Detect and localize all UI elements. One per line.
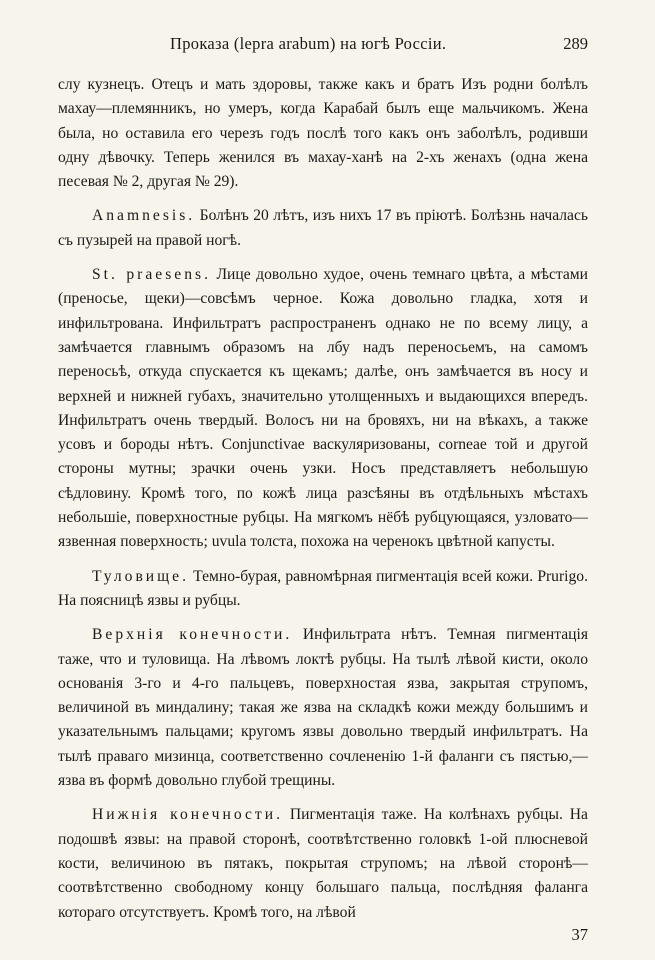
- paragraph-text: Темно-бурая, равномѣрная пигментація всей кожи. Prurigo. На поясницѣ язвы и рубцы.: [58, 567, 588, 609]
- paragraph-torso: [58, 565, 588, 614]
- body-text: [58, 73, 588, 935]
- section-lead-anamnesis: Anamnesis.: [92, 207, 196, 225]
- page-number: 289: [563, 34, 588, 53]
- section-lead-status-praesens: St. praesens.: [92, 266, 211, 284]
- paragraph-text: Пигментація таже. На колѣнахъ рубцы. На подошвѣ язвы: на правой сторонѣ, соотвѣтственно головкѣ 1-ой плюсневой кости, величиною въ пятакъ, покрытая струпомъ; на лѣвой сторонѣ—соотвѣтственно свободному концу большаго пальца, послѣдняя фаланга котораго отсутствуетъ. Кромѣ того, на лѣвой: [58, 806, 588, 921]
- running-header: [58, 34, 588, 58]
- paragraph-family-history: [58, 73, 588, 194]
- section-lead-upper-limbs: Верхнія конечности.: [92, 626, 293, 644]
- running-title: Проказа (lepra arabum) на югѣ Россіи.: [170, 34, 447, 53]
- paragraph-upper-limbs: [58, 623, 588, 793]
- section-lead-lower-limbs: Нижнія конечности.: [92, 806, 283, 824]
- paragraph-anamnesis: [58, 204, 588, 253]
- signature-mark: 37: [571, 925, 588, 944]
- section-lead-torso: Туловище.: [92, 567, 189, 585]
- paragraph-text: Лице довольно худое, очень темнаго цвѣта, а мѣстами (преносье, щеки)—совсѣмъ черное. Кожа довольно гладка, хотя и инфильтрована. Инфильтратъ распространенъ однако не по всему лицу, а замѣчается главнымъ образомъ на лбу надъ переносьемъ, на самомъ переносьѣ, откуда спускается къ щекамъ; далѣе, онъ замѣчается въ носу и верхней и нижней губахъ, значительно утолщенныхъ и выдающихся впередъ. Инфильтратъ очень твердый. Волосъ ни на бровяхъ, ни на вѣкахъ, а также усовъ и бороды нѣтъ. Conjunctivae васкуляризованы, corneae той и другой стороны мутны; зрачки очень узки. Носъ представляетъ небольшую сѣдловину. Кромѣ того, по кожѣ лица разсѣяны въ отдѣльныхъ мѣстахъ небольшіе, поверхностные рубцы. На мягкомъ нёбѣ рубцующаяся, узловато—язвенная поверхность; uvula толста, похожа на черенокъ цвѣтной капусты.: [58, 266, 589, 551]
- paragraph-status-praesens: [58, 263, 588, 555]
- paragraph-text: Болѣнъ 20 лѣтъ, изъ нихъ 17 въ пріютѣ. Болѣзнь началась съ пузырей на правой ногѣ.: [58, 207, 588, 249]
- paragraph-lower-limbs: [58, 803, 588, 924]
- paragraph-text: Инфильтрата нѣтъ. Темная пигментація таже, что и туловища. На лѣвомъ локтѣ рубцы. На тылѣ лѣвой кисти, около основанія 3-го и 4-го пальцевъ, поверхностая язва, закрытая струпомъ, величиной въ миндалину; такая же язва на складкѣ кожи между большимъ и указательнымъ пальцами; кругомъ язвы довольно твердый инфильтратъ. На тылѣ праваго мизинца, соответственно сочлененію 1-й фаланги съ пястью,—язва въ формѣ довольно глубой трещины.: [58, 626, 588, 790]
- paragraph-text: слу кузнецъ. Отецъ и мать здоровы, также какъ и братъ Изъ родни болѣлъ махау—племянникъ, но умеръ, когда Карабай былъ еще мальчикомъ. Жена была, но оставила его черезъ годъ послѣ того какъ онъ заболѣлъ, родивши одну дѣвочку. Теперь женился въ махау-ханѣ на 2-хъ женахъ (одна жена песевая № 2, другая № 29).: [58, 76, 588, 191]
